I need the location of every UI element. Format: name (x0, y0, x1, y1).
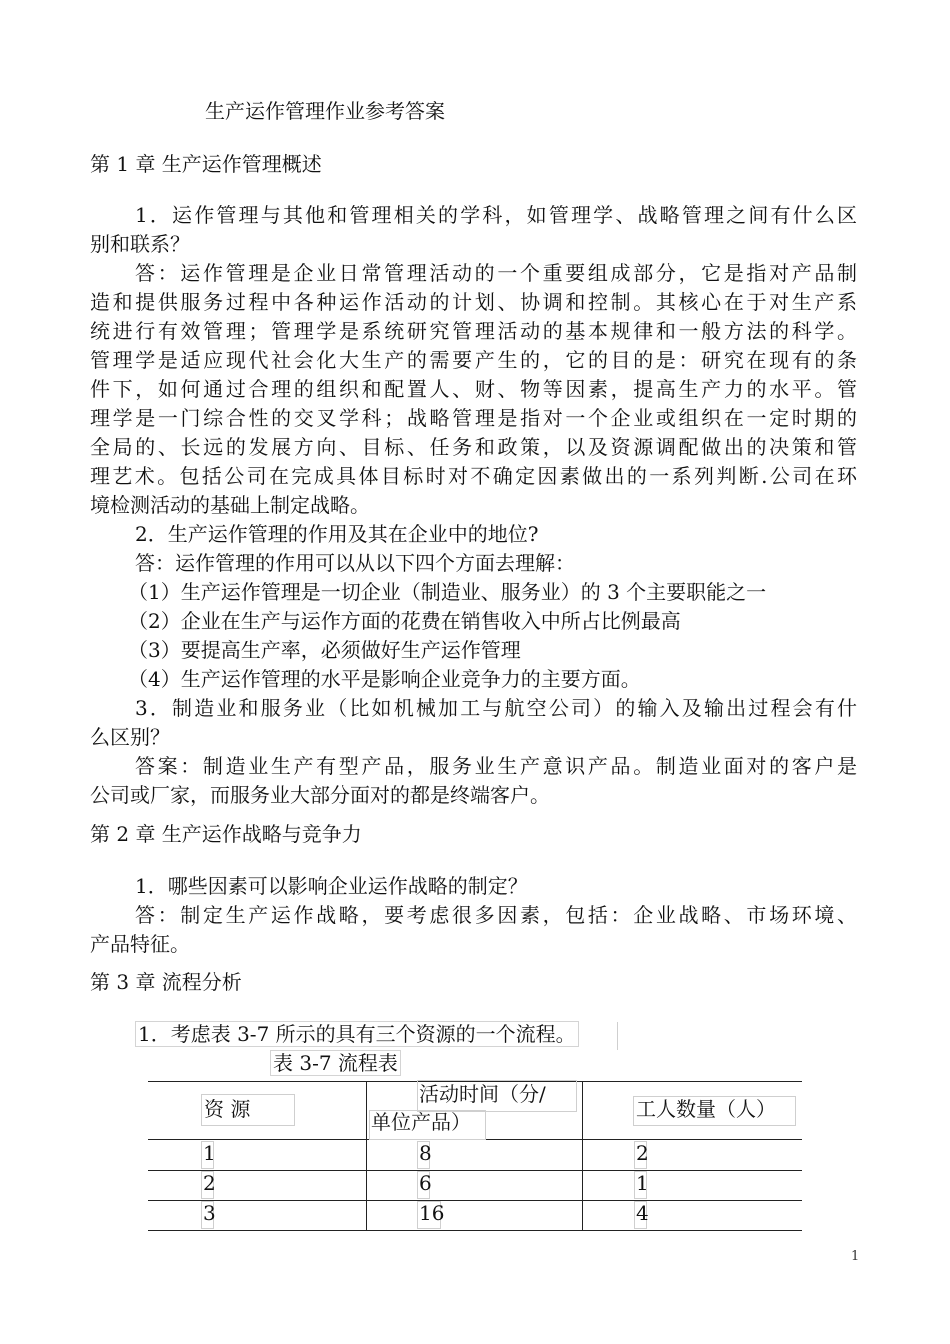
ch1-a1-line-4: 管理学是适应现代社会化大生产的需要产生的，它的目的是：研究在现有的条 (90, 348, 857, 372)
ch1-q2-answer: 答：运作管理的作用可以从以下四个方面去理解： (135, 551, 575, 575)
ch1-a1-line-1: 答：运作管理是企业日常管理活动的一个重要组成部分，它是指对产品制 (135, 261, 857, 285)
ch2-a1-line-2: 产品特征。 (90, 932, 190, 956)
ch1-a1-line-8: 理艺术。包括公司在完成具体目标时对不确定因素做出的一系列判断.公司在环 (90, 464, 857, 488)
cell-activity-time: 16 (419, 1201, 445, 1225)
cell-worker-count: 2 (636, 1141, 649, 1165)
chapter-2-heading: 第 2 章 生产运作战略与竞争力 (90, 822, 362, 846)
page-number: 1 (851, 1249, 860, 1264)
ch2-q1-question: 1．哪些因素可以影响企业运作战略的制定？ (135, 874, 528, 898)
cell-resource: 3 (203, 1201, 216, 1225)
ch1-a1-line-6: 理学是一门综合性的交叉学科；战略管理是指对一个企业或组织在一定时期的 (90, 406, 857, 430)
ch1-q1-line-1: 1．运作管理与其他和管理相关的学科，如管理学、战略管理之间有什么区 (135, 203, 857, 227)
ch1-q1-line-2: 别和联系？ (90, 232, 190, 256)
ch1-a1-line-7: 全局的、长远的发展方向、目标、任务和政策，以及资源调配做出的决策和管 (90, 435, 857, 459)
ch1-a1-line-5: 件下，如何通过合理的组织和配置人、财、物等因素，提高生产力的水平。管 (90, 377, 857, 401)
ch3-q1-text: 1．考虑表 3-7 所示的具有三个资源的一个流程。 (135, 1021, 579, 1047)
header-worker-count: 工人数量（人） (636, 1097, 776, 1121)
ch1-a3-line-2: 公司或厂家，而服务业大部分面对的都是终端客户。 (90, 783, 550, 807)
table-rule-row-2 (148, 1200, 802, 1201)
chapter-3-heading: 第 3 章 流程分析 (90, 970, 242, 994)
ch1-a1-line-2: 造和提供服务过程中各种运作活动的计划、协调和控制。其核心在于对生产系 (90, 290, 857, 314)
ch2-a1-line-1: 答：制定生产运作战略，要考虑很多因素，包括：企业战略、市场环境、 (135, 903, 857, 927)
table-caption-text: 表 3-7 流程表 (270, 1050, 401, 1076)
cell-activity-time: 8 (419, 1141, 432, 1165)
table-col-divider-1 (366, 1081, 367, 1231)
ch1-q2-point-3: （3）要提高生产率，必须做好生产运作管理 (128, 638, 521, 662)
ch3-q1-question (135, 1021, 579, 1047)
cell-worker-count: 4 (636, 1201, 649, 1225)
document-title: 生产运作管理作业参考答案 (205, 99, 445, 123)
table-rule-row-1 (148, 1170, 802, 1171)
header-resource: 资 源 (204, 1097, 251, 1121)
table-caption (270, 1050, 401, 1076)
ch1-q2-point-1: （1）生产运作管理是一切企业（制造业、服务业）的 3 个主要职能之一 (128, 580, 767, 604)
ch1-a3-line-1: 答案：制造业生产有型产品，服务业生产意识产品。制造业面对的客户是 (135, 754, 857, 778)
text-box-edge (617, 1022, 618, 1050)
cell-resource: 2 (203, 1171, 216, 1195)
table-col-divider-2 (582, 1081, 583, 1231)
header-activity-time-line-2: 单位产品） (371, 1110, 471, 1134)
ch1-q3-line-2: 么区别？ (90, 725, 170, 749)
header-activity-time-line-1: 活动时间（分/ (419, 1082, 546, 1106)
cell-resource: 1 (203, 1141, 216, 1165)
ch1-q3-line-1: 3．制造业和服务业（比如机械加工与航空公司）的输入及输出过程会有什 (135, 696, 857, 720)
ch1-a1-line-3: 统进行有效管理；管理学是系统研究管理活动的基本规律和一般方法的科学。 (90, 319, 857, 343)
chapter-1-heading: 第 1 章 生产运作管理概述 (90, 152, 322, 176)
ch1-a1-line-9: 境检测活动的基础上制定战略。 (90, 493, 370, 517)
ch1-q2-question: 2．生产运作管理的作用及其在企业中的地位? (135, 522, 539, 546)
cell-worker-count: 1 (636, 1171, 649, 1195)
ch1-q2-point-2: （2）企业在生产与运作方面的花费在销售收入中所占比例最高 (128, 609, 681, 633)
ch1-q2-point-4: （4）生产运作管理的水平是影响企业竞争力的主要方面。 (128, 667, 641, 691)
cell-activity-time: 6 (419, 1171, 432, 1195)
table-rule-bottom (148, 1230, 802, 1231)
